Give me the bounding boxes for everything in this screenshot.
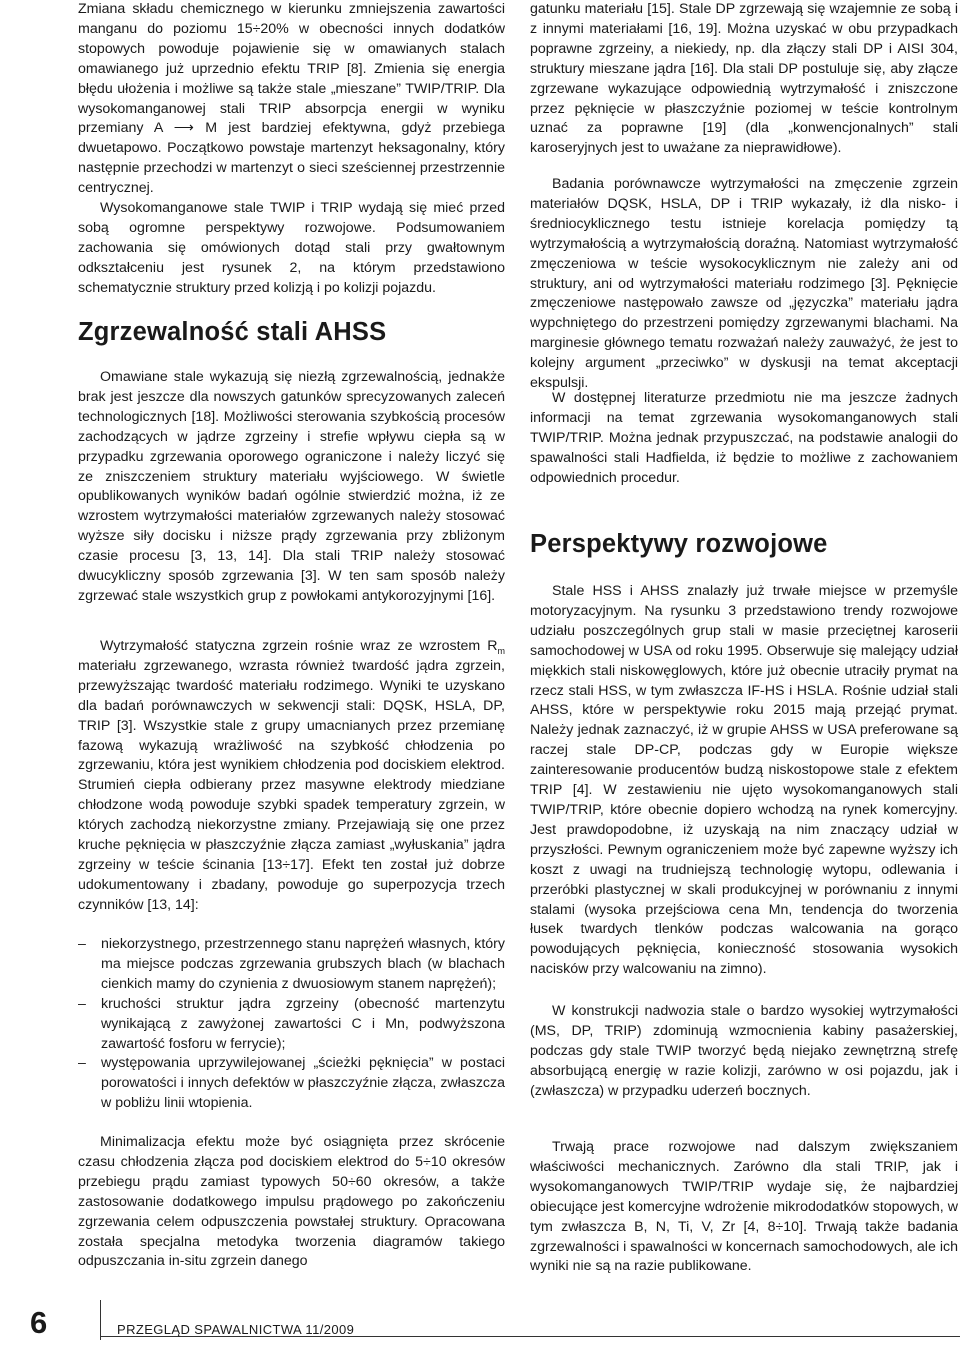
left-paragraph-2: Wysokomanganowe stale TWIP i TRIP wydają się mieć przed sobą ogromne perspektywy rozwojowe. Podsumowaniem zachowania się omówionych dotąd stali przy gwałtownym odkształceniu jest rysunek 2, na którym przedstawiono schematycznie struktury przed kolizją i po kolizji pojazdu. (78, 200, 505, 296)
list-item (78, 995, 505, 1055)
right-paragraph-5: W konstrukcji nadwozia stale o bardzo wysokiej wytrzymałości (MS, DP, TRIP) zdominują wzmocnienia kabiny pasażerskiej, podczas gdy stale TWIP tworzyć będą niejako zewnętrzną strefę absorbującą energię w razie kolizji, zarówno w osi pojazdu, jak i (zwłaszcza) w przypadku uderzeń bocznych. (530, 1003, 958, 1099)
left-paragraph-1: Zmiana składu chemicznego w kierunku zmniejszenia zawartości manganu do poziomu 15÷20% w obecności innych dodatków stopowych powoduje pojawienie się w omawianych stalach omawianego już uprzednio efektu TRIP [8]. Zmienia się energia błędu ułożenia i możliwe są także stale „mieszane” TWIP/TRIP. Dla wysokomanganowej stali TRIP absorpcja energii w wyniku przemiany A ⟶ M jest bardziej efektywna, gdyż przebiega dwuetapowo. Początkowo powstaje martenzyt heksagonalny, który następnie przechodzi w martenzyt o sieci sześciennej przestrzennie centrycznej. (78, 1, 505, 197)
list-item-text: występowania uprzywilejowanej „ścieżki pęknięcia” w postaci porowatości i innych defektów w płaszczyźnie złącza, zwłaszcza w pobliżu linii wtopienia. (101, 1055, 505, 1112)
journal-title: PRZEGLĄD SPAWALNICTWA 11/2009 (117, 1322, 355, 1337)
right-paragraph-4: Stale HSS i AHSS znalazły już trwałe miejsce w przemyśle motoryzacyjnym. Na rysunku 3 przedstawiono trendy rozwojowe udziału poszczególnych grup stali w masie przeciętnej karoserii samochodowej w USA od roku 1995. Obserwuje się malejący udział miękkich stali niskowęglowych, które już obecnie utraciły prymat na rzecz stali HSS, w tym zwłaszcza IF-HS i HSLA. Rośnie udział stali AHSS, które w perspektywie roku 2015 mają przejąć prymat. Należy jednak zaznaczyć, iż w grupie AHSS w USA preferowane są raczej stale DP-CP, podczas gdy w Europie większe zainteresowanie producentów budzą niskostopowe stale z efektem TRIP [4]. W zestawieniu nie ujęto wysokomanganowych stali TWIP/TRIP, które obecnie dopiero wchodzą na rynek komercyjny. Jest prawdopodobne, iż uzyskają na nim znaczący udział w przyszłości. Pewnym ograniczeniem może być zapewne wyższy ich koszt z uwagi na trudniejszą technologię wytopu, odlewania i przeróbki plastycznej w skali produkcyjnej w porównaniu z innymi stalami (wysoka przejściowa cena Mn, tendencja do tworzenia łusek twardych tlenków podczas walcowania na gorąco powodujących pęknięcia, konieczność stosowania wysokich nacisków przy walcowaniu na zimno). (530, 583, 958, 978)
dash-marker: – (78, 936, 86, 952)
footer-divider-vertical (100, 1300, 101, 1340)
list-item-text: niekorzystnego, przestrzennego stanu naprężeń własnych, który ma miejsce podczas zgrzewania grubszych blach (w blachach cienkich mamy do czynienia z dwuosiowym stanem naprężeń); (101, 936, 505, 992)
section-heading-weldability: Zgrzewalność stali AHSS (78, 318, 387, 346)
list-item (78, 1054, 505, 1114)
dash-marker: – (78, 995, 86, 1012)
p4-text-after: materiału zgrzewanego, wzrasta również twardość jądra zgrzein, przewyższając twardość materiału rodzimego. Wyniki te uzyskano dla badań porównawczych w sekwencji stali: DQSK, HSLA, DP, TRIP [3]. Wszystkie stale z grupy umacnianych przez przemianę fazową wykazują wrażliwość na szybkość chłodzenia po zgrzewaniu, która jest wynikiem chłodzenia pod dociskiem elektrod. Strumień ciepła odbierany przez masywne elektrody miedziane chłodzone wodą powoduje szybki spadek temperatury zgrzein, w których zachodzą niekorzystne zmiany. Przejawiają się one przez kruche pęknięcia w płaszczyźnie złącza zamiast „wyłuskania” jądra zgrzeiny w teście ścinania [13÷17]. Efekt ten został już dobrze udokumentowany i zbadany, powoduje go superpozycja trzech czynników [13, 14]: (78, 657, 505, 913)
right-paragraph-6: Trwają prace rozwojowe nad dalszym zwiększaniem właściwości mechanicznych. Zarówno dla stali TRIP, jak i wysokomanganowych TWIP/TRIP wydaje się, że najbardziej obiecujące jest komercyjne wdrożenie mikrododatków stopowych, w tym zwłaszcza B, N, Ti, V, Zr [4, 8÷10]. Trwają także badania zgrzewalności i spawalności w koncernach samochodowych, ale ich wyniki nie są na razie publikowane. (530, 1139, 958, 1275)
list-item-text: kruchości struktur jądra zgrzeiny (obecność martenzytu wynikającą z zawyżonej zawartości C i Mn, podwyższona zawartość fosforu w ferrycie); (101, 995, 505, 1052)
factor-list (78, 935, 505, 1114)
p4-subscript: m (497, 645, 505, 656)
right-paragraph-1: gatunku materiału [15]. Stale DP zgrzewają się wzajemnie ze sobą i z innymi materiałami [16, 19]. Można uzyskać w obu przypadkach poprawne zgrzeiny, a niekiedy, np. dla złączy stali DP i AISI 304, struktury mieszane jądra [16]. Dla stali DP postuluje się, aby złącze zgrzewane wykazujące odpowiednią wytrzymałość i zniszczone przez pęknięcie w płaszczyźnie poziomej w teście kontrolnym uznać za poprawne [19] (dla „konwencjonalnych” stali karoseryjnych jest to uważane za nieprawidłowe). (530, 1, 958, 157)
page-number: 6 (30, 1305, 48, 1340)
dash-marker: – (78, 1055, 86, 1072)
left-paragraph-3: Omawiane stale wykazują się niezłą zgrzewalnością, jednakże brak jest jeszcze dla nowszych gatunków sprecyzowanych zaleceń technologicznych [18]. Możliwości sterowania szybkością procesów zachodzących w jądrze zgrzeiny i strefie wpływu ciepła są w przypadku zgrzewania oporowego ograniczone i należy liczyć się ze zniszczeniem struktury materiału wyjściowego. W świetle opublikowanych wyników badań ogólnie stwierdzić można, iż ze wzrostem wytrzymałości materiałów zgrzewanych należy stosować wyższe siły docisku i niższe prądy zgrzewania przy zbliżonym czasie procesu [3, 13, 14]. Dla stali TRIP należy stosować dwucykliczny sposób zgrzewania [3]. W ten sam sposób należy zgrzewać stale wszystkich grup z powłokami antykorozyjnymi [16]. (78, 369, 505, 604)
left-paragraph-4 (78, 637, 505, 916)
left-paragraph-5: Minimalizacja efektu może być osiągnięta przez skrócenie czasu chłodzenia złącza pod dociskiem elektrod do 5÷10 okresów przebiegu prądu zamiast typowych 50÷60 okresów, a także zastosowanie dodatkowego impulsu prądowego po zakończeniu zgrzewania celem odpuszczenia powstałej struktury. Opracowana została specjalna metodyka tworzenia diagramów takiego odpuszczania in-situ zgrzein danego (78, 1134, 505, 1270)
right-paragraph-3: W dostępnej literaturze przedmiotu nie ma jeszcze żadnych informacji na temat zgrzewania wysokomanganowych stali TWIP/TRIP. Można jednak przypuszczać, na podstawie analogii do spawalności stali Hadfielda, iż będzie to możliwe z zachowaniem odpowiednich procedur. (530, 390, 958, 486)
p4-text-before: Wytrzymałość statyczna zgrzein rośnie wraz ze wzrostem R (100, 638, 498, 654)
section-heading-perspectives: Perspektywy rozwojowe (530, 530, 828, 558)
right-paragraph-2: Badania porównawcze wytrzymałości na zmęczenie zgrzein materiałów DQSK, HSLA, DP i TRIP wykazały, iż dla nisko- i średniocyklicznego testu istnieje korelacja pomiędzy tą wytrzymałością a wytrzymałością doraźną. Natomiast wytrzymałość zmęczeniowa w teście wysokocyklicznym nie zależy ani od struktury, ani od wytrzymałości materiału rodzimego [3]. Pęknięcie zmęczeniowe następowało zawsze od „języczka” materiału jądra wypchniętego do przestrzeni pomiędzy zgrzewanymi blachami. Na marginesie głównego tematu rozważań należy zauważyć, że jest to kolejny argument „przeciwko” w dyskusji na temat akceptacji ekspulsji. (530, 176, 958, 392)
list-item (78, 935, 505, 995)
